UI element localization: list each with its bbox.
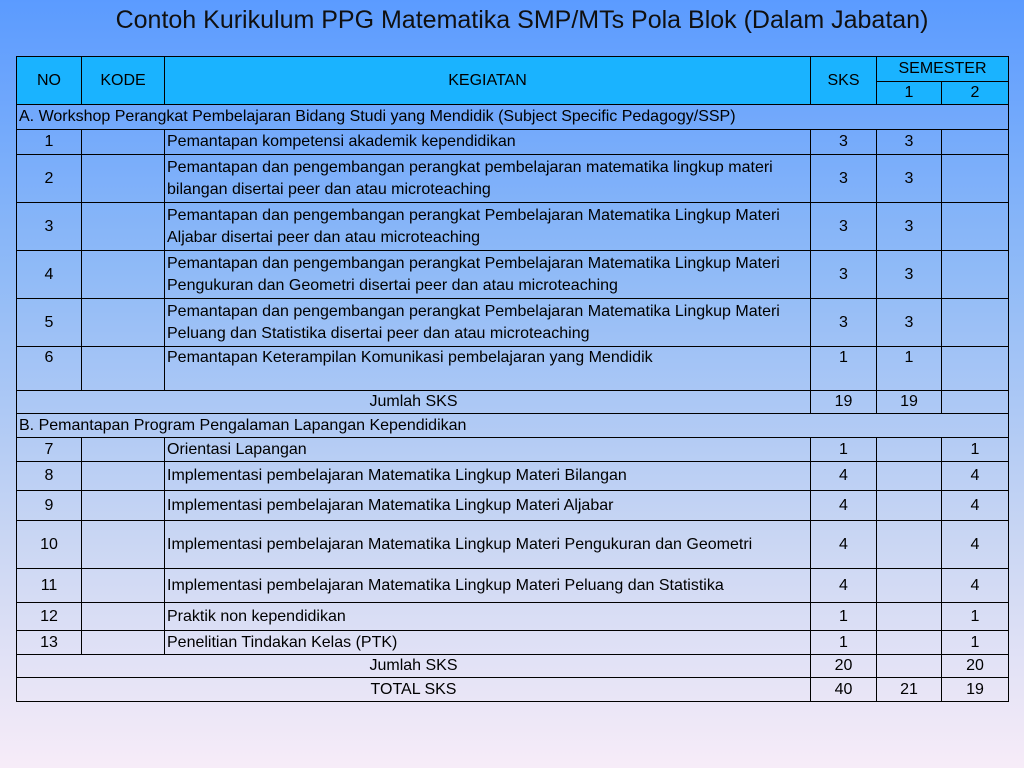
row-semester-1	[877, 631, 942, 655]
table-row	[17, 203, 1009, 251]
row-semester-1: 3	[877, 203, 942, 251]
row-kegiatan: Pemantapan dan pengembangan perangkat Pembelajaran Matematika Lingkup Materi Pengukuran dan Geometri disertai peer dan atau microteaching	[165, 251, 811, 299]
row-semester-1	[877, 603, 942, 631]
row-sks: 4	[811, 462, 877, 491]
row-no: 11	[17, 569, 82, 603]
table-row	[17, 155, 1009, 203]
section-b-title: B. Pemantapan Program Pengalaman Lapangan Kependidikan	[17, 414, 1009, 438]
row-semester-1	[877, 521, 942, 569]
row-no: 6	[17, 347, 82, 391]
row-semester-2	[942, 347, 1009, 391]
row-semester-2: 4	[942, 462, 1009, 491]
row-kegiatan: Implementasi pembelajaran Matematika Lingkup Materi Aljabar	[165, 491, 811, 521]
row-semester-2: 1	[942, 603, 1009, 631]
grand-total-semester-2: 19	[942, 678, 1009, 702]
section-a-total-sks: 19	[811, 391, 877, 414]
row-semester-2	[942, 251, 1009, 299]
row-kegiatan: Pemantapan dan pengembangan perangkat Pembelajaran Matematika Lingkup Materi Aljabar disertai peer dan atau microteaching	[165, 203, 811, 251]
row-kode	[82, 438, 165, 462]
header-no: NO	[17, 57, 82, 105]
row-semester-2: 4	[942, 521, 1009, 569]
row-kode	[82, 347, 165, 391]
row-semester-2: 1	[942, 438, 1009, 462]
row-semester-1	[877, 569, 942, 603]
row-kegiatan: Pemantapan Keterampilan Komunikasi pembelajaran yang Mendidik	[165, 347, 811, 391]
section-a-total-row	[17, 391, 1009, 414]
row-sks: 3	[811, 130, 877, 155]
row-semester-2	[942, 203, 1009, 251]
section-a-total-semester-2	[942, 391, 1009, 414]
row-kode	[82, 569, 165, 603]
header-row	[17, 57, 1009, 82]
header-kode: KODE	[82, 57, 165, 105]
row-semester-2: 1	[942, 631, 1009, 655]
row-semester-2	[942, 299, 1009, 347]
row-no: 13	[17, 631, 82, 655]
row-sks: 4	[811, 521, 877, 569]
row-semester-1	[877, 438, 942, 462]
row-sks: 4	[811, 491, 877, 521]
table-row	[17, 299, 1009, 347]
row-semester-2: 4	[942, 491, 1009, 521]
section-b-total-semester-2: 20	[942, 655, 1009, 678]
row-semester-1: 3	[877, 130, 942, 155]
row-kegiatan: Pemantapan dan pengembangan perangkat pembelajaran matematika lingkup materi bilangan disertai peer dan atau microteaching	[165, 155, 811, 203]
row-semester-1: 3	[877, 251, 942, 299]
curriculum-table	[16, 56, 1009, 702]
row-no: 2	[17, 155, 82, 203]
grand-total-label: TOTAL SKS	[17, 678, 811, 702]
row-kode	[82, 631, 165, 655]
section-a-title: A. Workshop Perangkat Pembelajaran Bidang Studi yang Mendidik (Subject Specific Pedagogy/SSP)	[17, 105, 1009, 130]
row-kegiatan: Praktik non kependidikan	[165, 603, 811, 631]
section-b-total-sks: 20	[811, 655, 877, 678]
grand-total-sks: 40	[811, 678, 877, 702]
header-semester-2: 2	[942, 82, 1009, 105]
table-row	[17, 462, 1009, 491]
row-semester-1: 3	[877, 155, 942, 203]
row-no: 9	[17, 491, 82, 521]
row-semester-2: 4	[942, 569, 1009, 603]
section-b-total-row	[17, 655, 1009, 678]
row-no: 3	[17, 203, 82, 251]
row-sks: 3	[811, 299, 877, 347]
row-semester-2	[942, 130, 1009, 155]
table-row	[17, 569, 1009, 603]
row-no: 1	[17, 130, 82, 155]
table-row	[17, 251, 1009, 299]
row-kode	[82, 521, 165, 569]
section-b-total-label: Jumlah SKS	[17, 655, 811, 678]
row-kegiatan: Implementasi pembelajaran Matematika Lingkup Materi Peluang dan Statistika	[165, 569, 811, 603]
grand-total-semester-1: 21	[877, 678, 942, 702]
table-row	[17, 631, 1009, 655]
row-sks: 1	[811, 631, 877, 655]
row-semester-1: 3	[877, 299, 942, 347]
header-semester-1: 1	[877, 82, 942, 105]
row-kegiatan: Pemantapan kompetensi akademik kependidikan	[165, 130, 811, 155]
row-kode	[82, 130, 165, 155]
row-sks: 1	[811, 603, 877, 631]
row-sks: 3	[811, 203, 877, 251]
table-row	[17, 438, 1009, 462]
table-row	[17, 347, 1009, 391]
row-semester-1	[877, 491, 942, 521]
section-b-total-semester-1	[877, 655, 942, 678]
table-row	[17, 130, 1009, 155]
row-kode	[82, 251, 165, 299]
row-kode	[82, 203, 165, 251]
header-semester: SEMESTER	[877, 57, 1009, 82]
row-sks: 1	[811, 347, 877, 391]
row-sks: 4	[811, 569, 877, 603]
row-no: 12	[17, 603, 82, 631]
row-sks: 3	[811, 251, 877, 299]
table-row	[17, 603, 1009, 631]
section-b-title-row	[17, 414, 1009, 438]
row-kegiatan: Pemantapan dan pengembangan perangkat Pembelajaran Matematika Lingkup Materi Peluang dan Statistika disertai peer dan atau microteaching	[165, 299, 811, 347]
row-kode	[82, 462, 165, 491]
row-kode	[82, 155, 165, 203]
row-kode	[82, 491, 165, 521]
row-sks: 1	[811, 438, 877, 462]
row-semester-1: 1	[877, 347, 942, 391]
row-kegiatan: Orientasi Lapangan	[165, 438, 811, 462]
section-a-title-row	[17, 105, 1009, 130]
grand-total-row	[17, 678, 1009, 702]
row-no: 8	[17, 462, 82, 491]
page-title: Contoh Kurikulum PPG Matematika SMP/MTs Pola Blok (Dalam Jabatan)	[115, 6, 929, 34]
row-kegiatan: Implementasi pembelajaran Matematika Lingkup Materi Bilangan	[165, 462, 811, 491]
row-semester-1	[877, 462, 942, 491]
header-kegiatan: KEGIATAN	[165, 57, 811, 105]
section-a-total-label: Jumlah SKS	[17, 391, 811, 414]
row-kode	[82, 603, 165, 631]
row-no: 7	[17, 438, 82, 462]
row-kegiatan: Implementasi pembelajaran Matematika Lingkup Materi Pengukuran dan Geometri	[165, 521, 811, 569]
row-sks: 3	[811, 155, 877, 203]
row-no: 5	[17, 299, 82, 347]
row-kegiatan: Penelitian Tindakan Kelas (PTK)	[165, 631, 811, 655]
row-no: 4	[17, 251, 82, 299]
row-kode	[82, 299, 165, 347]
row-no: 10	[17, 521, 82, 569]
table-row	[17, 521, 1009, 569]
row-semester-2	[942, 155, 1009, 203]
header-sks: SKS	[811, 57, 877, 105]
section-a-total-semester-1: 19	[877, 391, 942, 414]
table-row	[17, 491, 1009, 521]
